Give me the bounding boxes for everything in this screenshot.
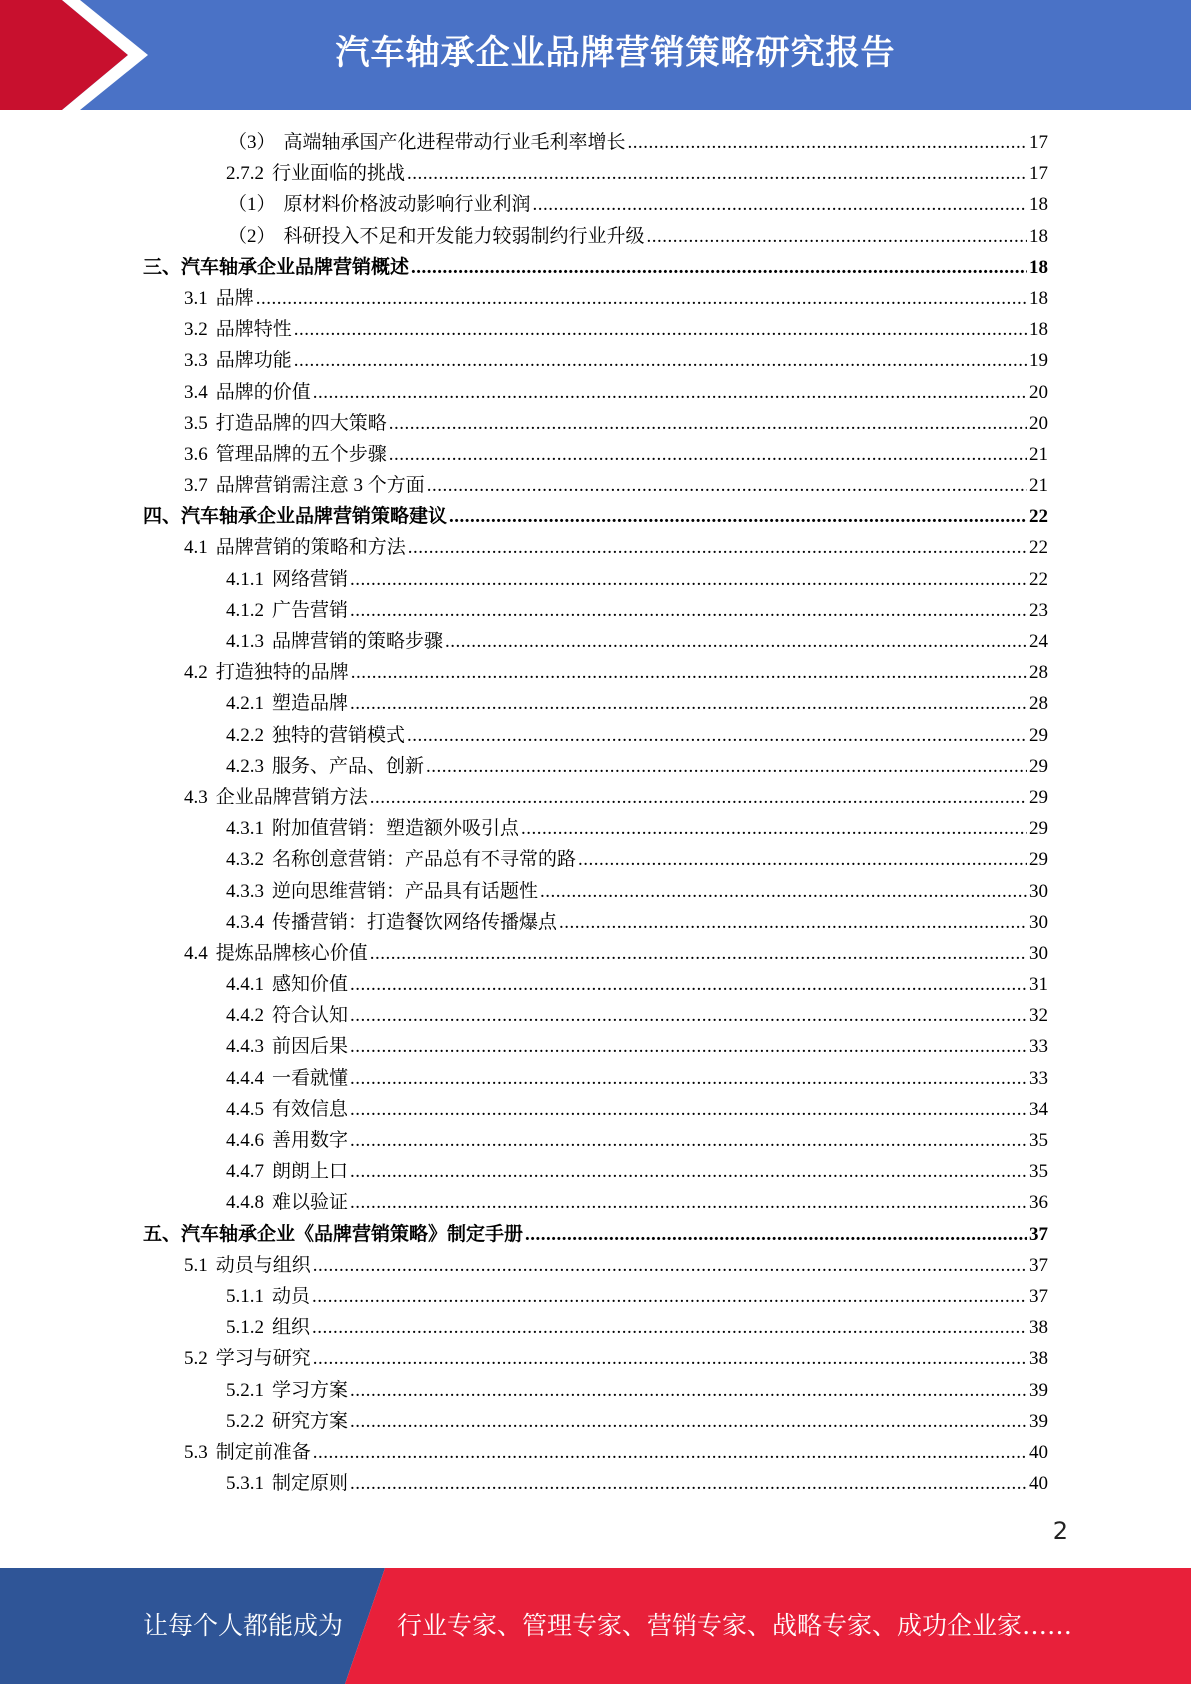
toc-entry-number: 4.3 bbox=[184, 786, 208, 808]
toc-entry-page: 19 bbox=[1029, 350, 1048, 372]
toc-entry[interactable] bbox=[143, 907, 1048, 938]
toc-entry-title: 制定前准备 bbox=[215, 1441, 311, 1463]
toc-entry-page: 36 bbox=[1029, 1192, 1048, 1214]
toc-dot-leader bbox=[445, 631, 1027, 653]
toc-entry-page: 22 bbox=[1029, 568, 1048, 590]
toc-entry-number: 4.1 bbox=[184, 537, 208, 559]
toc-entry[interactable] bbox=[143, 813, 1048, 844]
toc-entry[interactable] bbox=[143, 1375, 1048, 1406]
toc-entry-number: 3.1 bbox=[184, 287, 208, 309]
toc-entry-number: （3） bbox=[228, 132, 276, 153]
toc-dot-leader bbox=[294, 350, 1027, 372]
toc-entry-number: 4.4.3 bbox=[226, 1036, 264, 1058]
toc-dot-leader bbox=[350, 1161, 1027, 1183]
toc-entry[interactable] bbox=[143, 1343, 1048, 1374]
toc-entry-title: 科研投入不足和开发能力较弱制约行业升级 bbox=[283, 225, 645, 247]
toc-entry-page: 33 bbox=[1029, 1036, 1048, 1058]
toc-entry-title: 品牌功能 bbox=[215, 350, 292, 372]
toc-entry[interactable] bbox=[143, 1000, 1048, 1031]
toc-entry[interactable] bbox=[143, 314, 1048, 345]
toc-dot-leader bbox=[350, 1005, 1027, 1027]
toc-entry[interactable] bbox=[143, 345, 1048, 376]
toc-entry-number: 4.1.2 bbox=[226, 599, 264, 621]
toc-entry[interactable] bbox=[143, 1063, 1048, 1094]
toc-entry-title: 感知价值 bbox=[272, 974, 349, 996]
toc-entry-page: 39 bbox=[1029, 1410, 1048, 1432]
toc-entry-title: 品牌营销需注意 3 个方面 bbox=[215, 475, 425, 497]
toc-entry-page: 22 bbox=[1029, 506, 1048, 528]
toc-entry-number: 4.2 bbox=[184, 662, 208, 684]
toc-entry-page: 18 bbox=[1029, 194, 1048, 216]
toc-entry-number: 4.4 bbox=[184, 942, 208, 964]
toc-dot-leader bbox=[351, 662, 1027, 684]
toc-entry-number: 4.1.1 bbox=[226, 568, 264, 590]
toc-entry-title: 四、汽车轴承企业品牌营销策略建议 bbox=[143, 506, 448, 528]
toc-entry-number: 4.4.8 bbox=[226, 1192, 264, 1214]
toc-entry-page: 29 bbox=[1029, 818, 1048, 840]
toc-entry-title: 制定原则 bbox=[272, 1473, 349, 1495]
toc-dot-leader bbox=[313, 382, 1027, 404]
toc-entry[interactable] bbox=[143, 595, 1048, 626]
toc-entry-page: 30 bbox=[1029, 911, 1048, 933]
toc-entry-page: 28 bbox=[1029, 662, 1048, 684]
toc-dot-leader bbox=[350, 600, 1027, 622]
toc-entry[interactable] bbox=[143, 127, 1048, 158]
toc-entry-page: 20 bbox=[1029, 381, 1048, 403]
toc-entry-number: 3.3 bbox=[184, 350, 208, 372]
footer-slogan-right: 行业专家、管理专家、营销专家、战略专家、成功企业家…… bbox=[397, 1611, 1073, 1640]
toc-entry[interactable] bbox=[143, 532, 1048, 563]
toc-dot-leader bbox=[350, 1192, 1027, 1214]
toc-dot-leader bbox=[350, 1130, 1027, 1152]
toc-entry[interactable] bbox=[143, 1094, 1048, 1125]
toc-entry[interactable] bbox=[143, 283, 1048, 314]
toc-entry-page: 39 bbox=[1029, 1379, 1048, 1401]
toc-dot-leader bbox=[411, 257, 1027, 279]
toc-entry-title: 品牌的价值 bbox=[215, 381, 311, 403]
toc-entry-number: 4.2.1 bbox=[226, 693, 264, 715]
toc-dot-leader bbox=[525, 1224, 1027, 1246]
toc-entry-number: 3.6 bbox=[184, 443, 208, 465]
toc-entry-title: 企业品牌营销方法 bbox=[215, 786, 368, 808]
toc-entry-number: 2.7.2 bbox=[226, 163, 264, 185]
toc-entry-title: 一看就懂 bbox=[272, 1067, 349, 1089]
toc-entry[interactable] bbox=[143, 844, 1048, 875]
toc-entry[interactable] bbox=[143, 626, 1048, 657]
toc-entry[interactable] bbox=[143, 751, 1048, 782]
toc-dot-leader bbox=[389, 444, 1027, 466]
toc-entry[interactable] bbox=[143, 1156, 1048, 1187]
toc-entry-page: 31 bbox=[1029, 974, 1048, 996]
toc-entry-number: 5.3 bbox=[184, 1441, 208, 1463]
toc-entry-title: 原材料价格波动影响行业利润 bbox=[283, 194, 531, 216]
toc-dot-leader bbox=[407, 725, 1027, 747]
toc-dot-leader bbox=[350, 1473, 1027, 1495]
toc-dot-leader bbox=[408, 537, 1027, 559]
toc-entry[interactable] bbox=[143, 720, 1048, 751]
toc-entry-number: （1） bbox=[228, 194, 276, 216]
toc-entry-page: 37 bbox=[1029, 1254, 1048, 1276]
toc-dot-leader bbox=[350, 693, 1027, 715]
toc-entry-title: 善用数字 bbox=[272, 1130, 349, 1151]
toc-dot-leader bbox=[426, 756, 1027, 778]
toc-dot-leader bbox=[294, 319, 1027, 341]
toc-entry-number: 3.7 bbox=[184, 475, 208, 497]
report-title: 汽车轴承企业品牌营销策略研究报告 bbox=[335, 33, 896, 73]
toc-entry-title: 打造品牌的四大策略 bbox=[215, 412, 387, 434]
page-header bbox=[0, 0, 1191, 110]
toc-entry[interactable] bbox=[143, 688, 1048, 719]
toc-entry-number: 4.4.4 bbox=[226, 1067, 264, 1089]
toc-entry-title: 品牌特性 bbox=[215, 319, 292, 341]
toc-entry-number: 5.1.2 bbox=[226, 1317, 264, 1339]
toc-dot-leader bbox=[350, 1099, 1027, 1121]
toc-entry-page: 21 bbox=[1029, 443, 1048, 465]
toc-entry-title: 难以验证 bbox=[272, 1192, 349, 1214]
toc-dot-leader bbox=[521, 818, 1027, 840]
toc-dot-leader bbox=[350, 569, 1027, 591]
toc-entry-page: 29 bbox=[1029, 755, 1048, 777]
toc-entry-title: 有效信息 bbox=[272, 1098, 349, 1120]
toc-entry[interactable] bbox=[143, 938, 1048, 969]
toc-dot-leader bbox=[313, 1348, 1027, 1370]
toc-entry[interactable] bbox=[143, 1281, 1048, 1312]
toc-entry-number: 4.2.3 bbox=[226, 755, 264, 777]
toc-entry-title: 朗朗上口 bbox=[272, 1161, 349, 1183]
toc-entry[interactable] bbox=[143, 564, 1048, 595]
toc-entry-title: 传播营销：打造餐饮网络传播爆点 bbox=[272, 911, 558, 933]
toc-entry-title: 学习方案 bbox=[272, 1379, 349, 1401]
toc-entry-page: 24 bbox=[1029, 631, 1048, 652]
toc-dot-leader bbox=[647, 226, 1027, 248]
toc-entry-number: 4.4.6 bbox=[226, 1130, 264, 1151]
toc-entry-title: 附加值营销：塑造额外吸引点 bbox=[272, 818, 520, 840]
toc-entry-number: 4.4.7 bbox=[226, 1161, 264, 1183]
toc-entry[interactable] bbox=[143, 1125, 1048, 1156]
toc-dot-leader bbox=[449, 506, 1027, 528]
toc-entry-number: 4.4.2 bbox=[226, 1005, 264, 1027]
toc-dot-leader bbox=[350, 1036, 1027, 1058]
toc-entry-title: 广告营销 bbox=[272, 599, 349, 621]
toc-entry-number: 5.2.2 bbox=[226, 1410, 264, 1432]
toc-entry-page: 40 bbox=[1029, 1441, 1048, 1463]
toc-entry-number: 4.3.1 bbox=[226, 818, 264, 840]
toc-entry[interactable] bbox=[143, 252, 1048, 283]
toc-entry-number: 5.1 bbox=[184, 1254, 208, 1276]
toc-entry-page: 30 bbox=[1029, 942, 1048, 964]
toc-entry-number: 4.3.2 bbox=[226, 849, 264, 871]
toc-dot-leader bbox=[350, 1411, 1027, 1433]
toc-dot-leader bbox=[256, 288, 1027, 310]
toc-dot-leader bbox=[313, 1442, 1027, 1464]
toc-dot-leader bbox=[559, 912, 1027, 934]
toc-entry-page: 28 bbox=[1029, 693, 1048, 715]
toc-entry-title: 独特的营销模式 bbox=[272, 724, 406, 746]
toc-entry-page: 23 bbox=[1029, 599, 1048, 621]
toc-dot-leader bbox=[370, 943, 1027, 965]
toc-entry-title: 学习与研究 bbox=[215, 1348, 311, 1370]
toc-entry-number: 3.2 bbox=[184, 319, 208, 341]
toc-entry-title: 提炼品牌核心价值 bbox=[215, 942, 368, 964]
toc-entry-number: 4.4.5 bbox=[226, 1098, 264, 1120]
toc-entry-page: 17 bbox=[1029, 163, 1048, 185]
toc-dot-leader bbox=[389, 413, 1027, 435]
table-of-contents bbox=[143, 127, 1048, 1499]
toc-entry-page: 35 bbox=[1029, 1130, 1048, 1151]
toc-entry-page: 29 bbox=[1029, 724, 1048, 746]
toc-entry-page: 37 bbox=[1029, 1285, 1048, 1307]
toc-dot-leader bbox=[312, 1317, 1027, 1339]
toc-entry-page: 32 bbox=[1029, 1005, 1048, 1027]
toc-entry-page: 18 bbox=[1029, 256, 1048, 278]
toc-entry-number: 4.2.2 bbox=[226, 724, 264, 746]
toc-entry-title: 研究方案 bbox=[272, 1410, 349, 1432]
toc-entry[interactable] bbox=[143, 470, 1048, 501]
toc-entry-number: 5.2 bbox=[184, 1348, 208, 1370]
toc-entry[interactable] bbox=[143, 377, 1048, 408]
toc-entry-number: 3.5 bbox=[184, 412, 208, 434]
toc-entry[interactable] bbox=[143, 782, 1048, 813]
toc-entry[interactable] bbox=[143, 1250, 1048, 1281]
toc-entry-number: 5.1.1 bbox=[226, 1285, 264, 1307]
toc-dot-leader bbox=[350, 974, 1027, 996]
toc-entry-page: 17 bbox=[1029, 132, 1048, 153]
toc-dot-leader bbox=[578, 849, 1027, 871]
toc-entry[interactable] bbox=[143, 1219, 1048, 1250]
toc-entry-page: 40 bbox=[1029, 1473, 1048, 1495]
toc-entry-title: 逆向思维营销：产品具有话题性 bbox=[272, 880, 539, 902]
toc-entry[interactable] bbox=[143, 1312, 1048, 1343]
toc-entry-title: 名称创意营销：产品总有不寻常的路 bbox=[272, 849, 577, 871]
toc-entry-number: 4.3.4 bbox=[226, 911, 264, 933]
page-number: 2 bbox=[1052, 1517, 1068, 1545]
toc-entry[interactable] bbox=[143, 1187, 1048, 1218]
toc-dot-leader bbox=[350, 1068, 1027, 1090]
toc-entry-title: 动员与组织 bbox=[215, 1254, 311, 1276]
toc-entry-title: 三、汽车轴承企业品牌营销概述 bbox=[143, 256, 410, 278]
toc-dot-leader bbox=[313, 1255, 1027, 1277]
toc-entry-number: 5.2.1 bbox=[226, 1379, 264, 1401]
toc-entry-page: 20 bbox=[1029, 412, 1048, 434]
toc-dot-leader bbox=[427, 475, 1027, 497]
toc-entry-number: 4.3.3 bbox=[226, 880, 264, 902]
toc-entry-page: 35 bbox=[1029, 1161, 1048, 1183]
toc-dot-leader bbox=[533, 194, 1027, 216]
toc-entry-title: 组织 bbox=[272, 1317, 311, 1339]
toc-entry-page: 22 bbox=[1029, 537, 1048, 559]
toc-entry[interactable] bbox=[143, 1406, 1048, 1437]
footer-slogan-left: 让每个人都能成为 bbox=[143, 1611, 344, 1640]
toc-entry-page: 18 bbox=[1029, 225, 1048, 247]
toc-entry-title: 管理品牌的五个步骤 bbox=[215, 443, 387, 465]
toc-dot-leader bbox=[407, 163, 1027, 185]
toc-entry-title: 网络营销 bbox=[272, 568, 349, 590]
toc-entry-title: 高端轴承国产化进程带动行业毛利率增长 bbox=[283, 132, 626, 153]
toc-entry[interactable] bbox=[143, 189, 1048, 220]
header-arrow-decoration bbox=[0, 0, 160, 110]
toc-dot-leader bbox=[312, 1286, 1027, 1308]
toc-dot-leader bbox=[370, 787, 1027, 809]
toc-entry-title: 动员 bbox=[272, 1285, 311, 1307]
toc-entry-page: 34 bbox=[1029, 1098, 1048, 1120]
toc-entry-title: 品牌 bbox=[215, 287, 254, 309]
toc-entry-number: 5.3.1 bbox=[226, 1473, 264, 1495]
toc-entry-title: 服务、产品、创新 bbox=[272, 755, 425, 777]
toc-entry-page: 29 bbox=[1029, 849, 1048, 871]
toc-entry-title: 五、汽车轴承企业《品牌营销策略》制定手册 bbox=[143, 1223, 524, 1245]
toc-entry-title: 品牌营销的策略和方法 bbox=[215, 537, 406, 559]
toc-entry-title: 前因后果 bbox=[272, 1036, 349, 1058]
toc-entry[interactable] bbox=[143, 1031, 1048, 1062]
toc-entry-page: 21 bbox=[1029, 475, 1048, 497]
toc-dot-leader bbox=[350, 1380, 1027, 1402]
toc-entry[interactable] bbox=[143, 876, 1048, 907]
toc-entry-page: 38 bbox=[1029, 1348, 1048, 1370]
toc-entry-title: 品牌营销的策略步骤 bbox=[272, 631, 444, 652]
toc-entry-title: 塑造品牌 bbox=[272, 693, 349, 715]
page-footer bbox=[0, 1568, 1191, 1684]
toc-entry-page: 29 bbox=[1029, 786, 1048, 808]
toc-entry[interactable] bbox=[143, 657, 1048, 688]
toc-entry-title: 行业面临的挑战 bbox=[272, 163, 406, 185]
toc-entry-number: 3.4 bbox=[184, 381, 208, 403]
toc-entry[interactable] bbox=[143, 501, 1048, 532]
toc-entry-number: （2） bbox=[228, 225, 276, 247]
toc-entry-number: 4.1.3 bbox=[226, 631, 264, 652]
toc-entry[interactable] bbox=[143, 408, 1048, 439]
toc-entry-title: 打造独特的品牌 bbox=[215, 662, 349, 684]
toc-dot-leader bbox=[628, 132, 1027, 154]
toc-entry-number: 4.4.1 bbox=[226, 974, 264, 996]
toc-entry[interactable] bbox=[143, 1437, 1048, 1468]
toc-dot-leader bbox=[540, 881, 1027, 903]
toc-entry[interactable] bbox=[143, 969, 1048, 1000]
toc-entry-page: 38 bbox=[1029, 1317, 1048, 1339]
toc-entry[interactable] bbox=[143, 1468, 1048, 1499]
toc-entry-page: 18 bbox=[1029, 287, 1048, 309]
toc-entry-page: 33 bbox=[1029, 1067, 1048, 1089]
toc-entry[interactable] bbox=[143, 439, 1048, 470]
toc-entry[interactable] bbox=[143, 158, 1048, 189]
toc-entry-page: 18 bbox=[1029, 319, 1048, 341]
toc-entry-title: 符合认知 bbox=[272, 1005, 349, 1027]
toc-entry-page: 37 bbox=[1029, 1223, 1048, 1245]
toc-entry-page: 30 bbox=[1029, 880, 1048, 902]
toc-entry[interactable] bbox=[143, 221, 1048, 252]
